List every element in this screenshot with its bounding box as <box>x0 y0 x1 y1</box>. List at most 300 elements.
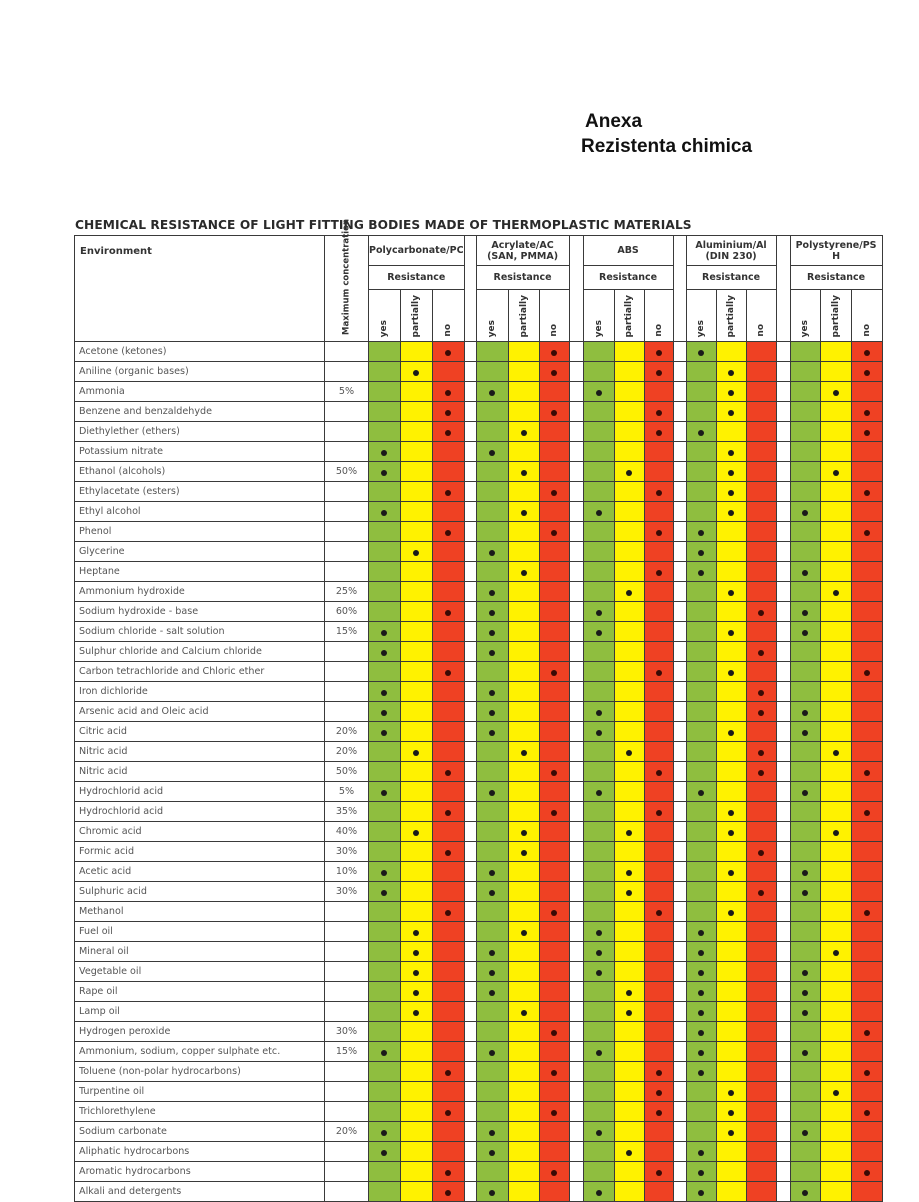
rating-cell-al-no <box>746 982 776 1002</box>
rating-cell-abs-partial <box>614 962 644 982</box>
dot-marker-icon <box>413 550 419 556</box>
rating-cell-ps-no <box>851 662 882 682</box>
column-spacer <box>569 362 583 382</box>
dot-marker-icon <box>445 610 451 616</box>
dot-marker-icon <box>551 1170 557 1176</box>
dot-marker-icon <box>802 990 808 996</box>
subheader-label: partially <box>624 294 635 337</box>
dot-marker-icon <box>521 1010 527 1016</box>
rating-cell-ps-no <box>851 1162 882 1182</box>
subheader-label: no <box>861 324 872 337</box>
column-spacer <box>673 802 686 822</box>
column-spacer <box>776 1162 790 1182</box>
dot-marker-icon <box>445 1110 451 1116</box>
rating-cell-al-yes <box>686 722 716 742</box>
rating-cell-al-partial <box>716 442 746 462</box>
rating-cell-al-partial <box>716 542 746 562</box>
dot-marker-icon <box>381 450 387 456</box>
column-spacer <box>569 402 583 422</box>
environment-cell: Aniline (organic bases) <box>75 362 325 382</box>
rating-cell-ps-no <box>851 742 882 762</box>
rating-cell-ps-yes <box>790 1162 820 1182</box>
column-spacer <box>776 622 790 642</box>
dot-marker-icon <box>698 970 704 976</box>
column-spacer <box>673 342 686 362</box>
rating-cell-ps-partial <box>820 462 851 482</box>
rating-cell-abs-partial <box>614 382 644 402</box>
environment-cell: Arsenic acid and Oleic acid <box>75 702 325 722</box>
column-spacer <box>464 582 476 602</box>
rating-cell-ac-yes <box>476 1162 508 1182</box>
rating-cell-abs-partial <box>614 1102 644 1122</box>
rating-cell-abs-no <box>644 942 673 962</box>
rating-cell-abs-no <box>644 562 673 582</box>
rating-cell-al-no <box>746 902 776 922</box>
rating-cell-ps-yes <box>790 402 820 422</box>
rating-cell-al-partial <box>716 702 746 722</box>
column-spacer <box>673 522 686 542</box>
dot-marker-icon <box>656 910 662 916</box>
subheader-ac-yes <box>476 290 508 342</box>
dot-marker-icon <box>626 870 632 876</box>
environment-cell: Heptane <box>75 562 325 582</box>
rating-cell-ps-partial <box>820 642 851 662</box>
dot-marker-icon <box>489 990 495 996</box>
environment-cell: Ethanol (alcohols) <box>75 462 325 482</box>
column-spacer <box>464 702 476 722</box>
rating-cell-ac-no <box>539 342 569 362</box>
table-row <box>75 762 883 782</box>
rating-cell-ps-yes <box>790 1142 820 1162</box>
column-spacer <box>776 582 790 602</box>
rating-cell-ac-no <box>539 882 569 902</box>
column-spacer <box>776 602 790 622</box>
rating-cell-pc-no <box>432 702 464 722</box>
dot-marker-icon <box>596 1130 602 1136</box>
column-spacer <box>776 1062 790 1082</box>
column-spacer <box>569 1122 583 1142</box>
rating-cell-ac-partial <box>508 1142 539 1162</box>
rating-cell-pc-no <box>432 562 464 582</box>
rating-cell-pc-partial <box>400 602 432 622</box>
column-spacer <box>464 922 476 942</box>
rating-cell-ac-partial <box>508 502 539 522</box>
rating-cell-ac-partial <box>508 902 539 922</box>
environment-cell: Hydrogen peroxide <box>75 1022 325 1042</box>
rating-cell-ac-partial <box>508 802 539 822</box>
rating-cell-abs-partial <box>614 1082 644 1102</box>
rating-cell-pc-no <box>432 502 464 522</box>
rating-cell-pc-no <box>432 1102 464 1122</box>
rating-cell-ac-yes <box>476 642 508 662</box>
dot-marker-icon <box>596 730 602 736</box>
environment-cell: Vegetable oil <box>75 962 325 982</box>
rating-cell-ps-yes <box>790 682 820 702</box>
rating-cell-ps-yes <box>790 642 820 662</box>
dot-marker-icon <box>864 770 870 776</box>
rating-cell-ac-no <box>539 642 569 662</box>
column-spacer <box>776 662 790 682</box>
dot-marker-icon <box>758 690 764 696</box>
rating-cell-al-no <box>746 882 776 902</box>
dot-marker-icon <box>445 1190 451 1196</box>
rating-cell-ps-partial <box>820 782 851 802</box>
rating-cell-pc-no <box>432 462 464 482</box>
rating-cell-ac-no <box>539 382 569 402</box>
rating-cell-ps-no <box>851 982 882 1002</box>
column-spacer <box>673 902 686 922</box>
dot-marker-icon <box>596 790 602 796</box>
table-row <box>75 1122 883 1142</box>
dot-marker-icon <box>489 630 495 636</box>
rating-cell-al-no <box>746 342 776 362</box>
rating-cell-ac-no <box>539 582 569 602</box>
rating-cell-abs-no <box>644 702 673 722</box>
column-spacer <box>569 1142 583 1162</box>
column-spacer <box>673 236 686 342</box>
column-spacer <box>776 462 790 482</box>
dot-marker-icon <box>551 530 557 536</box>
rating-cell-ac-no <box>539 562 569 582</box>
dot-marker-icon <box>864 1030 870 1036</box>
dot-marker-icon <box>521 750 527 756</box>
column-spacer <box>776 1022 790 1042</box>
dot-marker-icon <box>728 470 734 476</box>
rating-cell-al-yes <box>686 662 716 682</box>
rating-cell-ps-partial <box>820 1142 851 1162</box>
subheader-label: partially <box>830 294 841 337</box>
column-spacer <box>464 442 476 462</box>
rating-cell-al-partial <box>716 982 746 1002</box>
rating-cell-abs-no <box>644 1062 673 1082</box>
rating-cell-pc-no <box>432 1002 464 1022</box>
rating-cell-ac-no <box>539 682 569 702</box>
dot-marker-icon <box>521 830 527 836</box>
rating-cell-abs-no <box>644 742 673 762</box>
table-row <box>75 1062 883 1082</box>
concentration-cell <box>325 1002 369 1022</box>
rating-cell-ac-partial <box>508 342 539 362</box>
dot-marker-icon <box>802 1010 808 1016</box>
rating-cell-abs-no <box>644 1182 673 1202</box>
dot-marker-icon <box>698 550 704 556</box>
rating-cell-ps-no <box>851 1062 882 1082</box>
resistance-header-ac: Resistance <box>476 266 569 290</box>
rating-cell-al-yes <box>686 922 716 942</box>
rating-cell-abs-yes <box>583 502 614 522</box>
rating-cell-pc-partial <box>400 682 432 702</box>
column-spacer <box>673 1082 686 1102</box>
dot-marker-icon <box>445 810 451 816</box>
rating-cell-ps-no <box>851 642 882 662</box>
column-spacer <box>673 1182 686 1202</box>
rating-cell-ac-partial <box>508 1122 539 1142</box>
table-title: CHEMICAL RESISTANCE OF LIGHT FITTING BODIES MADE OF THERMOPLASTIC MATERIALS <box>75 218 692 232</box>
rating-cell-pc-partial <box>400 422 432 442</box>
rating-cell-abs-no <box>644 722 673 742</box>
rating-cell-abs-no <box>644 682 673 702</box>
environment-cell: Nitric acid <box>75 742 325 762</box>
column-spacer <box>464 342 476 362</box>
column-spacer <box>673 582 686 602</box>
rating-cell-abs-partial <box>614 802 644 822</box>
dot-marker-icon <box>551 370 557 376</box>
rating-cell-ac-no <box>539 782 569 802</box>
dot-marker-icon <box>802 610 808 616</box>
dot-marker-icon <box>626 830 632 836</box>
concentration-cell <box>325 1142 369 1162</box>
column-spacer <box>569 342 583 362</box>
rating-cell-ps-yes <box>790 482 820 502</box>
rating-cell-ps-no <box>851 762 882 782</box>
rating-cell-ac-yes <box>476 382 508 402</box>
environment-cell: Sodium chloride - salt solution <box>75 622 325 642</box>
rating-cell-ac-no <box>539 482 569 502</box>
rating-cell-pc-partial <box>400 1002 432 1022</box>
dot-marker-icon <box>656 530 662 536</box>
rating-cell-ps-partial <box>820 482 851 502</box>
column-spacer <box>569 862 583 882</box>
rating-cell-pc-no <box>432 622 464 642</box>
concentration-cell <box>325 562 369 582</box>
rating-cell-al-yes <box>686 1042 716 1062</box>
column-spacer <box>464 882 476 902</box>
rating-cell-abs-no <box>644 422 673 442</box>
rating-cell-abs-partial <box>614 882 644 902</box>
rating-cell-ac-no <box>539 1162 569 1182</box>
dot-marker-icon <box>596 1050 602 1056</box>
rating-cell-al-partial <box>716 662 746 682</box>
dot-marker-icon <box>864 490 870 496</box>
environment-cell: Ethylacetate (esters) <box>75 482 325 502</box>
subheader-abs-no <box>644 290 673 342</box>
rating-cell-ps-yes <box>790 1042 820 1062</box>
material-header-abs: ABS <box>583 236 673 266</box>
rating-cell-al-no <box>746 702 776 722</box>
rating-cell-ps-partial <box>820 942 851 962</box>
column-spacer <box>673 642 686 662</box>
heading-chemical-resistance: Rezistenta chimica <box>581 136 753 157</box>
concentration-cell: 5% <box>325 382 369 402</box>
rating-cell-ac-no <box>539 402 569 422</box>
rating-cell-pc-partial <box>400 582 432 602</box>
rating-cell-abs-partial <box>614 722 644 742</box>
rating-cell-abs-no <box>644 902 673 922</box>
column-spacer <box>569 1002 583 1022</box>
column-spacer <box>776 802 790 822</box>
subheader-label: no <box>653 324 664 337</box>
dot-marker-icon <box>656 1070 662 1076</box>
dot-marker-icon <box>864 910 870 916</box>
concentration-cell: 20% <box>325 742 369 762</box>
dot-marker-icon <box>656 670 662 676</box>
rating-cell-ps-partial <box>820 1182 851 1202</box>
column-spacer <box>569 1162 583 1182</box>
dot-marker-icon <box>758 650 764 656</box>
rating-cell-pc-partial <box>400 562 432 582</box>
dot-marker-icon <box>413 830 419 836</box>
dot-marker-icon <box>551 810 557 816</box>
rating-cell-abs-yes <box>583 1162 614 1182</box>
dot-marker-icon <box>626 750 632 756</box>
rating-cell-ac-partial <box>508 1042 539 1062</box>
rating-cell-ac-yes <box>476 582 508 602</box>
rating-cell-ac-no <box>539 902 569 922</box>
rating-cell-ac-partial <box>508 1002 539 1022</box>
rating-cell-pc-no <box>432 1062 464 1082</box>
column-spacer <box>464 482 476 502</box>
rating-cell-ps-yes <box>790 1002 820 1022</box>
table-row <box>75 1022 883 1042</box>
dot-marker-icon <box>656 810 662 816</box>
rating-cell-al-partial <box>716 882 746 902</box>
rating-cell-ac-yes <box>476 962 508 982</box>
rating-cell-ps-partial <box>820 762 851 782</box>
column-spacer <box>776 882 790 902</box>
rating-cell-abs-yes <box>583 382 614 402</box>
rating-cell-ps-yes <box>790 942 820 962</box>
rating-cell-ac-no <box>539 802 569 822</box>
dot-marker-icon <box>489 1150 495 1156</box>
column-spacer <box>569 642 583 662</box>
rating-cell-ps-yes <box>790 822 820 842</box>
concentration-cell <box>325 402 369 422</box>
rating-cell-abs-partial <box>614 622 644 642</box>
table-row <box>75 942 883 962</box>
rating-cell-al-no <box>746 762 776 782</box>
rating-cell-al-no <box>746 1162 776 1182</box>
dot-marker-icon <box>551 1030 557 1036</box>
rating-cell-abs-no <box>644 1102 673 1122</box>
rating-cell-ps-partial <box>820 1002 851 1022</box>
rating-cell-al-partial <box>716 342 746 362</box>
environment-cell: Ammonium hydroxide <box>75 582 325 602</box>
column-spacer <box>464 742 476 762</box>
rating-cell-pc-no <box>432 1182 464 1202</box>
rating-cell-pc-no <box>432 642 464 662</box>
rating-cell-abs-yes <box>583 1062 614 1082</box>
rating-cell-pc-no <box>432 662 464 682</box>
dot-marker-icon <box>489 870 495 876</box>
rating-cell-abs-yes <box>583 762 614 782</box>
rating-cell-abs-no <box>644 1162 673 1182</box>
rating-cell-abs-partial <box>614 762 644 782</box>
column-spacer <box>673 922 686 942</box>
rating-cell-ac-no <box>539 502 569 522</box>
rating-cell-ps-yes <box>790 442 820 462</box>
heading-annex: Anexa <box>585 111 643 132</box>
table-row <box>75 502 883 522</box>
resistance-header-pc: Resistance <box>369 266 465 290</box>
rating-cell-pc-partial <box>400 502 432 522</box>
dot-marker-icon <box>521 850 527 856</box>
concentration-cell <box>325 542 369 562</box>
dot-marker-icon <box>521 510 527 516</box>
environment-cell: Toluene (non-polar hydrocarbons) <box>75 1062 325 1082</box>
rating-cell-al-partial <box>716 1102 746 1122</box>
column-spacer <box>569 382 583 402</box>
concentration-cell: 50% <box>325 762 369 782</box>
rating-cell-pc-yes <box>369 522 401 542</box>
dot-marker-icon <box>413 990 419 996</box>
column-spacer <box>673 842 686 862</box>
column-spacer <box>776 502 790 522</box>
column-spacer <box>569 482 583 502</box>
rating-cell-ac-no <box>539 1062 569 1082</box>
dot-marker-icon <box>381 890 387 896</box>
column-spacer <box>776 722 790 742</box>
column-spacer <box>673 502 686 522</box>
rating-cell-pc-yes <box>369 762 401 782</box>
subheader-pc-partial <box>400 290 432 342</box>
dot-marker-icon <box>381 510 387 516</box>
subheader-al-partial <box>716 290 746 342</box>
rating-cell-ac-partial <box>508 742 539 762</box>
rating-cell-al-yes <box>686 1082 716 1102</box>
rating-cell-pc-no <box>432 822 464 842</box>
column-spacer <box>673 402 686 422</box>
column-spacer <box>776 562 790 582</box>
rating-cell-abs-yes <box>583 662 614 682</box>
table-row <box>75 622 883 642</box>
rating-cell-pc-partial <box>400 342 432 362</box>
column-spacer <box>776 1002 790 1022</box>
dot-marker-icon <box>656 570 662 576</box>
dot-marker-icon <box>551 1070 557 1076</box>
column-spacer <box>464 1022 476 1042</box>
rating-cell-pc-no <box>432 582 464 602</box>
rating-cell-abs-partial <box>614 582 644 602</box>
dot-marker-icon <box>802 630 808 636</box>
column-spacer <box>673 602 686 622</box>
rating-cell-al-yes <box>686 862 716 882</box>
rating-cell-ps-no <box>851 702 882 722</box>
dot-marker-icon <box>489 730 495 736</box>
table-row <box>75 642 883 662</box>
rating-cell-abs-yes <box>583 542 614 562</box>
column-spacer <box>776 702 790 722</box>
rating-cell-abs-no <box>644 602 673 622</box>
subheader-label: partially <box>518 294 529 337</box>
rating-cell-pc-no <box>432 982 464 1002</box>
table-row <box>75 1042 883 1062</box>
column-spacer <box>776 822 790 842</box>
rating-cell-abs-partial <box>614 702 644 722</box>
concentration-cell <box>325 1062 369 1082</box>
rating-cell-pc-partial <box>400 902 432 922</box>
rating-cell-al-no <box>746 822 776 842</box>
rating-cell-ac-yes <box>476 742 508 762</box>
rating-cell-abs-no <box>644 1042 673 1062</box>
rating-cell-abs-no <box>644 1002 673 1022</box>
column-spacer <box>776 442 790 462</box>
rating-cell-ac-no <box>539 842 569 862</box>
dot-marker-icon <box>728 630 734 636</box>
dot-marker-icon <box>489 950 495 956</box>
rating-cell-ac-yes <box>476 442 508 462</box>
rating-cell-pc-yes <box>369 342 401 362</box>
rating-cell-ps-yes <box>790 1062 820 1082</box>
dot-marker-icon <box>489 1130 495 1136</box>
column-spacer <box>569 662 583 682</box>
rating-cell-al-no <box>746 662 776 682</box>
column-spacer <box>569 422 583 442</box>
rating-cell-al-yes <box>686 1122 716 1142</box>
rating-cell-pc-yes <box>369 1142 401 1162</box>
table-row <box>75 722 883 742</box>
dot-marker-icon <box>698 1010 704 1016</box>
rating-cell-abs-partial <box>614 1042 644 1062</box>
